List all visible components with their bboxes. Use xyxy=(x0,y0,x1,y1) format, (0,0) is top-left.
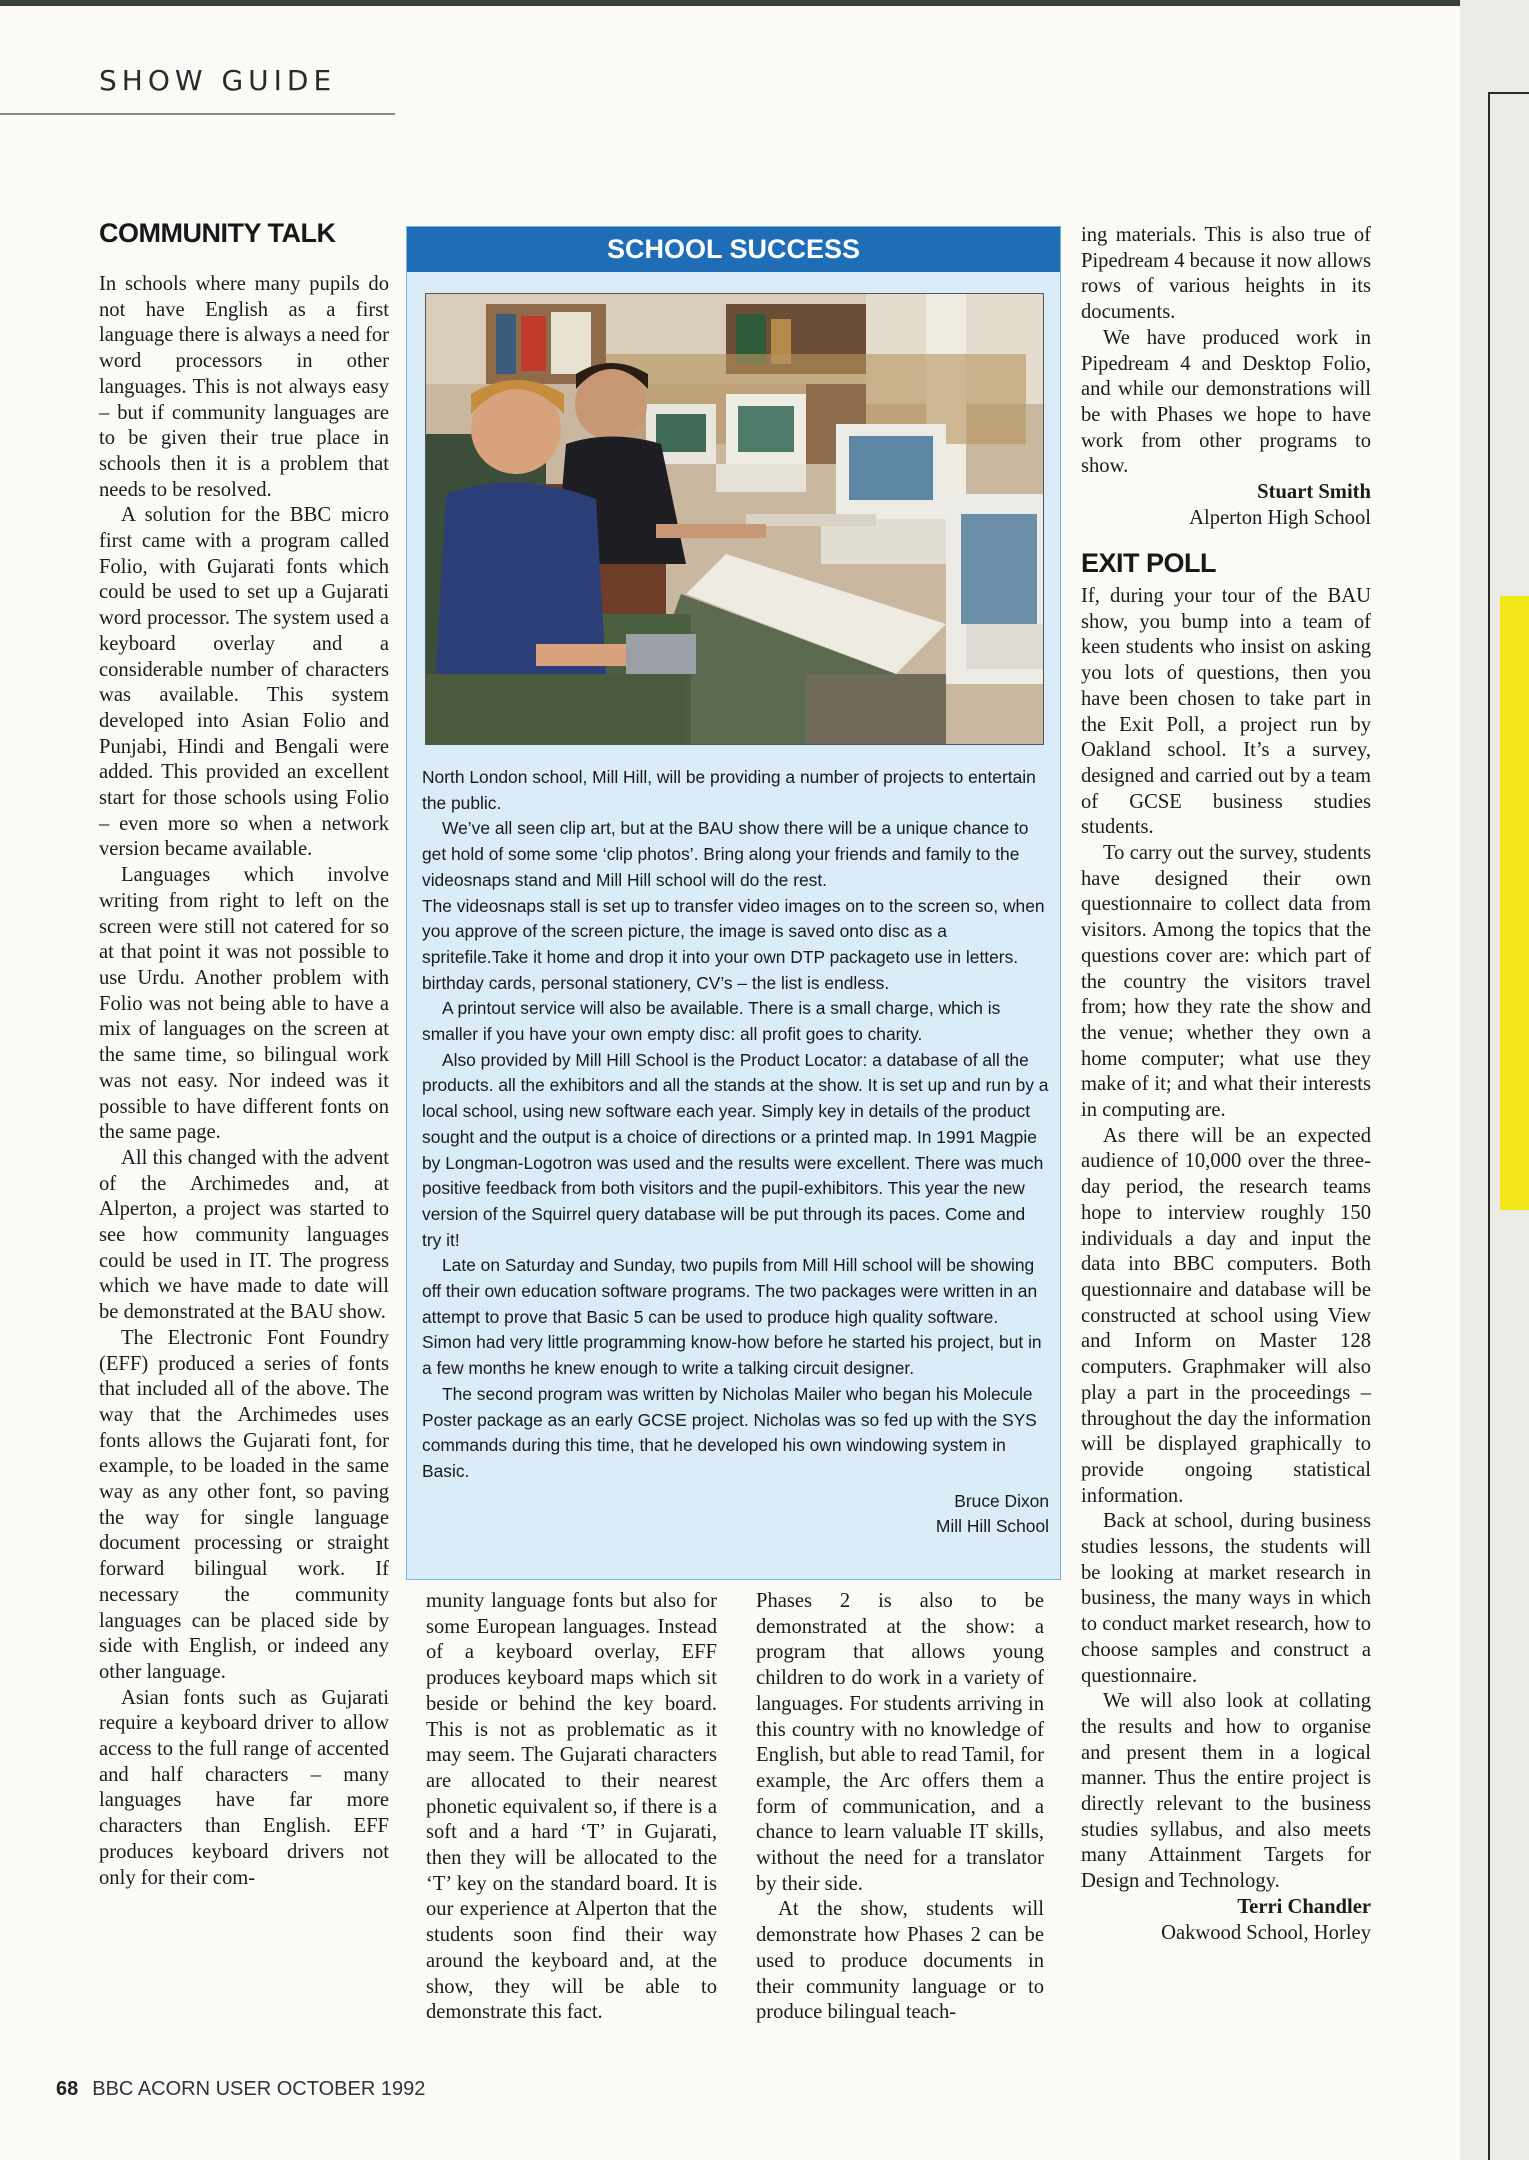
box-paragraph: The second program was written by Nicholas Mailer who began his Molecule Poster package as an early GCSE project. Nicholas was so fed up with the SYS commands during this time, that he developed his own windowing system in Basic. xyxy=(422,1383,1037,1481)
magazine-issue: BBC ACORN USER OCTOBER 1992 xyxy=(92,2078,426,2100)
phases-column xyxy=(756,1589,1044,2026)
box-paragraph: The videosnaps stall is set up to transfer video images on to the screen so, when you approve of the screen picture, the image is saved onto disc as a spritefile.Take it home and drop it into your own DTP packageto use in letters. birthday cards, personal stationery, CV’s – the list is endless. xyxy=(422,895,1045,993)
page-footer xyxy=(56,2078,425,2101)
box-school: Mill Hill School xyxy=(935,1516,1049,1537)
body-paragraph: Languages which involve writing from right to left on the screen were still not catered for so at that point it was not possible to use Urdu. Another problem with Folio was not being able to have a mix of languages on the screen at the same time, so bilingual work was not easy. Nor indeed was it possible to have different fonts on the same page. xyxy=(99,864,389,1144)
running-head: SHOW GUIDE xyxy=(99,64,337,97)
body-paragraph: ing materials. This is also true of Pipedream 4 because it now allows rows of various heights in its documents. xyxy=(1081,224,1371,324)
community-talk-column xyxy=(99,272,389,1891)
body-paragraph: Back at school, during business studies lessons, the students will be looking at market research in business, the many ways in which to conduct market research, how to choose samples and construct a questionnaire. xyxy=(1081,1510,1371,1687)
body-paragraph: Phases 2 is also to be demonstrated at the show: a program that allows young children to do work in a variety of languages. For students arriving in this country with no knowledge of English, but able to read Tamil, for example, the Arc offers them a form of communication, and a chance to learn valuable IT skills, without the need for a translator by their side. xyxy=(756,1590,1044,1895)
body-paragraph: As there will be an expected audience of 10,000 over the three-day period, the research teams hope to interview roughly 150 individuals a day and input the data into BBC computers. Both questionnaire and database will be constructed at school using View and Inform on Master 128 computers. Graphmaker will also play a part in the proceedings – throughout the day the information will be displayed graphically to provide ongoing statistical information. xyxy=(1081,1124,1371,1507)
exit-poll-school: Oakwood School, Horley xyxy=(1161,1921,1371,1944)
exit-poll-author: Terri Chandler xyxy=(1237,1895,1371,1918)
community-talk-heading: COMMUNITY TALK xyxy=(99,218,336,248)
computer-room-photo xyxy=(425,293,1044,745)
header-rule xyxy=(0,113,395,115)
body-paragraph: A solution for the BBC micro first came with a program called Folio, with Gujarati fonts which could be used to set up a Gujarati word processor. The system used a keyboard overlay and a considerable number of characters was available. This system developed into Asian Folio and Punjabi, Hindi and Bengali were added. This provided an excellent start for those schools using Folio – even more so when a network version became available. xyxy=(99,504,389,861)
body-paragraph: We will also look at collating the results and how to organise and present them in a logical manner. Thus the entire project is directly relevant to the business studies syllabus, and also meets many Attainment Targets for Design and Technology. xyxy=(1081,1690,1371,1893)
body-paragraph: All this changed with the advent of the Archimedes and, at Alperton, a project was started to see how community languages could be used in IT. The progress which we have made to date will be demonstrated at the BAU show. xyxy=(99,1146,389,1324)
body-paragraph: We have produced work in Pipedream 4 and Desktop Folio, and while our demonstrations will be with Phases we hope to have work from other programs to show. xyxy=(1081,326,1371,478)
right-column xyxy=(1081,223,1371,531)
body-paragraph: At the show, students will demonstrate how Phases 2 can be used to produce documents in their community language or to produce bilingual teach- xyxy=(756,1898,1044,2024)
body-paragraph: To carry out the survey, students have designed their own questionnaire to collect data from visitors. Among the topics that the questions cover are: which part of the country the visitors travel from; how they rate the show and the venue; whether they own a home computer; what use they make of it; and what their interests in computing are. xyxy=(1081,842,1371,1122)
box-paragraph: A printout service will also be available. There is a small charge, which is smaller if you have your own empty disc: all profit goes to charity. xyxy=(422,998,1001,1045)
body-paragraph: If, during your tour of the BAU show, you bump into a team of keen students who insist on asking you lots of questions, then you have been chosen to take part in the Exit Poll, a project run by Oakland school. It’s a survey, designed and carried out by a team of GCSE business studies students. xyxy=(1081,585,1371,839)
top-border xyxy=(0,0,1529,6)
adjacent-page-yellow-strip xyxy=(1500,596,1529,1210)
body-paragraph: Asian fonts such as Gujarati require a keyboard driver to allow access to the full range of accented and half characters – many languages have far more characters than English. EFF produces keyboard drivers not only for their com- xyxy=(99,1686,389,1889)
box-paragraph: North London school, Mill Hill, will be providing a number of projects to entertain the public. xyxy=(422,767,1036,813)
body-paragraph: In schools where many pupils do not have English as a first language there is always a need for word processors in other languages. This is not always easy – but if community languages are to be given their true place in schools then it is a problem that needs to be resolved. xyxy=(99,273,389,501)
exit-poll-column xyxy=(1081,584,1371,1946)
box-paragraph: We’ve all seen clip art, but at the BAU show there will be a unique chance to get hold of some some ‘clip photos’. Bring along your friends and family to the videosnaps stand and Mill Hill school will do the rest. xyxy=(422,818,1029,890)
body-paragraph: The Electronic Font Foundry (EFF) produced a series of fonts that included all of the above. The way that the Archimedes uses fonts allows the Gujarati font, for example, to be loaded in the same way as any other font, so paving the way for single language document processing or straight forward bilingual work. If necessary the community languages can be placed side by side with English, or indeed any other language. xyxy=(99,1326,389,1683)
school-success-box xyxy=(406,226,1061,1580)
body-paragraph: munity language fonts but also for some European languages. Instead of a keyboard overlay, EFF produces keyboard maps which sit beside or behind the key board. This is not as problematic as it may seem. The Gujarati characters are allocated to their nearest phonetic equivalent so, if there is a soft and a hard ‘T’ in Gujarati, then they will be allocated to the ‘T’ key on the standard board. It is our experience at Alperton that the students soon find their way around the keyboard and, at the show, they will be able to demonstrate this fact. xyxy=(426,1590,717,2024)
box-author: Bruce Dixon xyxy=(954,1490,1049,1511)
community-talk-continued-column xyxy=(426,1589,717,2026)
article-school: Alperton High School xyxy=(1189,506,1371,529)
box-paragraph: Also provided by Mill Hill School is the Product Locator: a database of all the products. all the exhibitors and all the stands at the show. It is set up and run by a local school, using new software each year. Simply key in details of the product sought and the output is a choice of directions or a printed map. In 1991 Magpie by Longman-Logotron was used and the results were excellent. There was much positive feedback from both visitors and the pupil-exhibitors. This year the new version of the Squirrel query database will be put through its paces. Come and try it! xyxy=(422,1049,1049,1250)
article-author: Stuart Smith xyxy=(1257,481,1371,504)
page-number: 68 xyxy=(56,2078,79,2100)
school-success-title: SCHOOL SUCCESS xyxy=(407,227,1060,272)
box-paragraph: Late on Saturday and Sunday, two pupils from Mill Hill school will be showing off their own education software programs. The two packages were written in an attempt to prove that Basic 5 can be used to produce high quality software. Simon had very little programming know-how before he started his project, but in a few months he knew enough to write a talking circuit designer. xyxy=(422,1255,1042,1379)
school-success-text xyxy=(422,765,1049,1540)
exit-poll-heading: EXIT POLL xyxy=(1081,548,1217,578)
